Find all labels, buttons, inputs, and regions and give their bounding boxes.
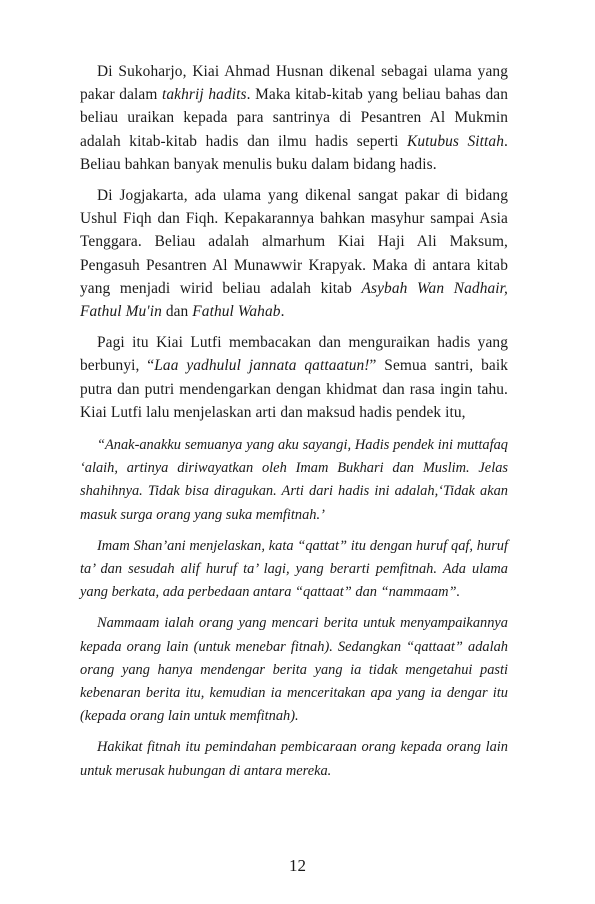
quote-paragraph: Imam Shan’ani menjelaskan, kata “qattat” itu dengan huruf qaf, huruf ta’ dan sesudah alif huruf ta’ lagi, yang berarti pemfitnah. Ada ulama yang berkata, ada perbedaan antara “qattaat” dan “nammaam”. <box>80 537 508 601</box>
text-run: dan <box>161 303 193 321</box>
quote-paragraph: Hakikat fitnah itu pemindahan pembicaraan orang kepada orang lain untuk merusak hubungan di antara mereka. <box>80 739 508 779</box>
text-run: . Beliau bahkan banyak menulis buku dalam bidang hadis. <box>80 132 508 173</box>
italic-term: Laa yadhulul jannata qattaatun! <box>154 357 370 375</box>
paragraph-hadis <box>80 331 508 424</box>
quote-paragraph: Nammaam ialah orang yang mencari berita untuk menyampaikannya kepada orang lain (untuk menebar fitnah). Sedangkan “qattaat” adalah orang yang hanya mendengar berita yang ia tidak mengetahui pasti kebenaran berita itu, kemudian ia menceritakan apa yang ia dengar itu (kepada orang lain untuk memfitnah). <box>80 615 508 725</box>
page-number: 12 <box>289 856 306 875</box>
page-body <box>80 60 508 791</box>
italic-term: Fathul Wahab <box>192 303 281 321</box>
text-run: ” Semua santri, baik putra dan putri mendengarkan dengan khidmat dan rasa ingin tahu. Kiai Lutfi lalu menjelaskan arti dan maksud hadis pendek itu, <box>80 357 508 421</box>
paragraph-jogjakarta <box>80 184 508 323</box>
quote-paragraph: “Anak-anakku semuanya yang aku sayangi, Hadis pendek ini muttafaq ‘alaih, artinya diriwayatkan oleh Imam Bukhari dan Muslim. Jelas shahihnya. Tidak bisa diragukan. Arti dari hadis ini adalah,‘Tidak akan masuk surga orang yang suka memfitnah.’ <box>80 437 508 523</box>
italic-term: Kutubus Sittah <box>406 132 505 150</box>
italic-term: Asybah Wan Nadhair, Fathul Mu'in <box>80 279 509 321</box>
text-run: Di Jogjakarta, ada ulama yang dikenal sangat pakar di bidang Ushul Fiqh dan Fiqh. Kepakarannya bahkan masyhur sampai Asia Tenggara. Beliau adalah almarhum Kiai Haji Ali Maksum, Pengasuh Pesantren Al Munawwir Krapyak. Maka di antara kitab yang menjadi wirid beliau adalah kitab <box>80 187 508 297</box>
text-run: Di Sukoharjo, Kiai Ahmad Husnan dikenal sebagai ulama yang pakar dalam <box>80 63 508 104</box>
paragraph-sukoharjo <box>80 60 508 176</box>
text-run: . Maka kitab-kitab yang beliau bahas dan beliau uraikan kepada para santrinya di Pesantren Al Mukmin adalah kitab-kitab hadis dan ilmu hadis seperti <box>80 86 508 150</box>
italic-term: takhrij hadits <box>162 86 247 104</box>
text-run: Pagi itu Kiai Lutfi membacakan dan menguraikan hadis yang berbunyi, “ <box>80 334 508 375</box>
text-run: . <box>280 303 285 321</box>
